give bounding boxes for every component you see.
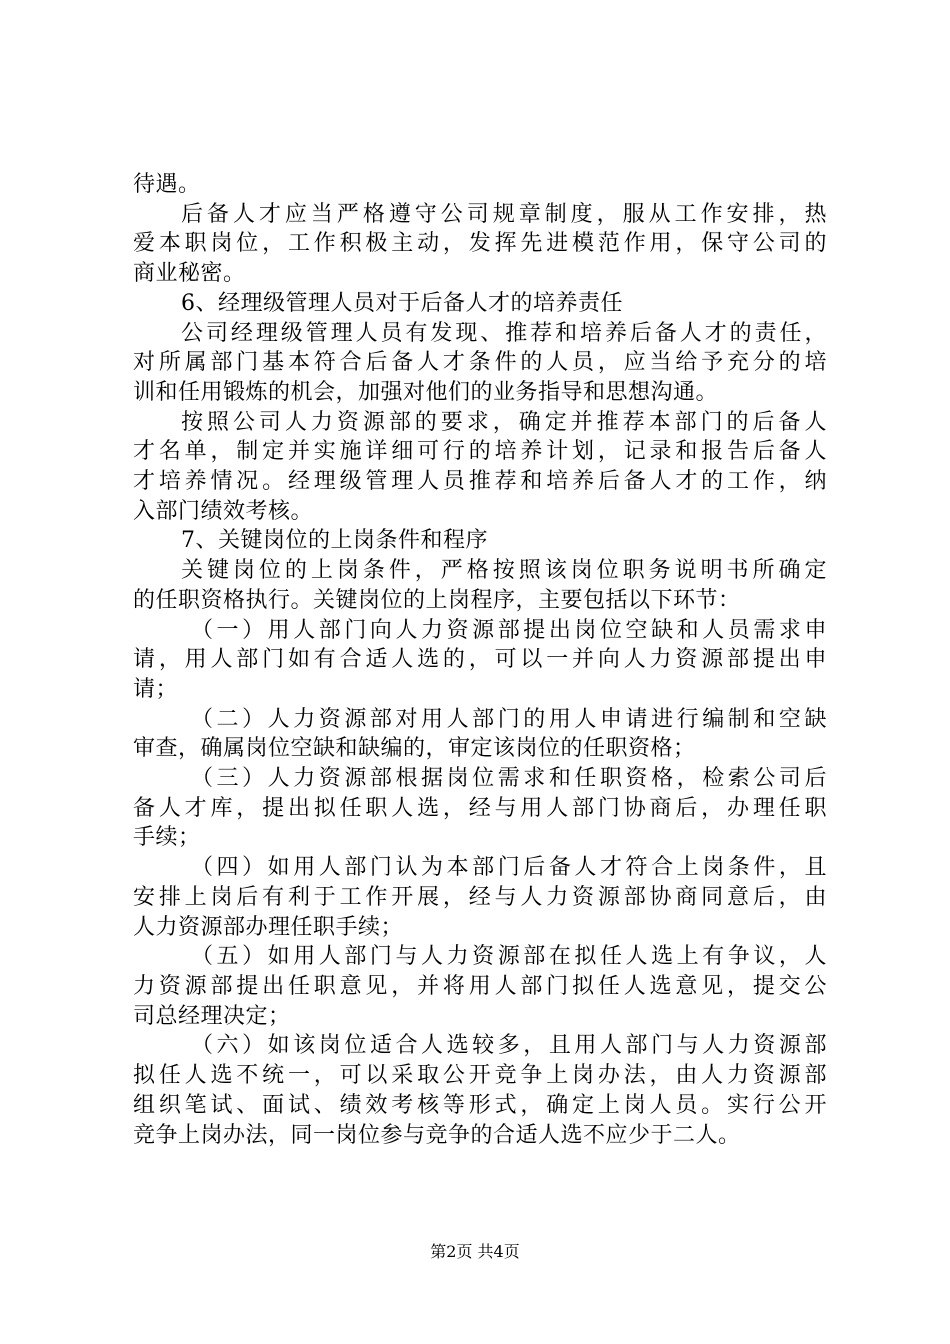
text-line: 力资源部提出任职意见，并将用人部门拟任人选意见，提交公 [133,973,827,999]
text-line: 组织笔试、面试、绩效考核等形式，确定上岗人员。实行公开 [133,1092,827,1118]
section-heading [133,526,827,556]
text-line: 按照公司人力资源部的要求，确定并推荐本部门的后备人 [181,409,827,435]
paragraph [133,1031,827,1150]
paragraph [133,764,827,853]
text-line: 待遇。 [133,172,201,197]
text-line: 公司经理级管理人员有发现、推荐和培养后备人才的责任， [181,320,827,346]
text-line: 请； [133,676,179,702]
text-line: （三）人力资源部根据岗位需求和任职资格，检索公司后 [191,766,827,792]
paragraph [133,942,827,1031]
paragraph [133,319,827,408]
text-line: 手续； [133,825,201,851]
text-line: 的任职资格执行。关键岗位的上岗程序，主要包括以下环节： [133,587,741,613]
text-line: 备人才库，提出拟任职人选，经与用人部门协商后，办理任职 [133,795,827,821]
text-line: 商业秘密。 [133,261,246,287]
text-line: 爱本职岗位，工作积极主动，发挥先进模范作用，保守公司的 [133,231,827,257]
paragraph [133,200,827,289]
text-line: 关键岗位的上岗条件，严格按照该岗位职务说明书所确定 [181,558,827,584]
page-footer: 第2页 共4页 [430,1242,520,1261]
text-line: 对所属部门基本符合后备人才条件的人员，应当给予充分的培 [133,350,827,376]
text-line: 6、经理级管理人员对于后备人才的培养责任 [181,290,623,316]
text-line: 拟任人选不统一，可以采取公开竞争上岗办法，由人力资源部 [133,1063,827,1089]
text-line: 入部门绩效考核。 [133,498,314,524]
document-body [133,170,827,1150]
text-line: 司总经理决定； [133,1003,291,1029]
paragraph [133,616,827,705]
text-line: 后备人才应当严格遵守公司规章制度，服从工作安排，热 [181,201,827,227]
text-line: （六）如该岗位适合人选较多，且用人部门与人力资源部 [191,1033,827,1059]
text-line: 人力资源部办理任职手续； [133,914,404,940]
text-line: （二）人力资源部对用人部门的用人申请进行编制和空缺 [191,706,827,732]
paragraph [133,170,827,200]
text-line: 训和任用锻炼的机会，加强对他们的业务指导和思想沟通。 [133,379,719,405]
paragraph [133,556,827,615]
paragraph [133,408,827,527]
paragraph [133,853,827,942]
text-line: 安排上岗后有利于工作开展，经与人力资源部协商同意后，由 [133,884,827,910]
text-line: 竞争上岗办法，同一岗位参与竞争的合适人选不应少于二人。 [133,1122,741,1148]
text-line: （五）如用人部门与人力资源部在拟任人选上有争议，人 [191,944,827,970]
text-line: 7、关键岗位的上岗条件和程序 [181,528,488,554]
text-line: 才培养情况。经理级管理人员推荐和培养后备人才的工作，纳 [133,469,827,495]
paragraph [133,705,827,764]
text-line: 才名单，制定并实施详细可行的培养计划，记录和报告后备人 [133,439,827,465]
text-line: （四）如用人部门认为本部门后备人才符合上岗条件，且 [191,855,827,881]
text-line: 审查，确属岗位空缺和缺编的，审定该岗位的任职资格； [133,736,696,762]
text-line: 请，用人部门如有合适人选的，可以一并向人力资源部提出申 [133,647,827,673]
section-heading [133,289,827,319]
text-line: （一）用人部门向人力资源部提出岗位空缺和人员需求申 [191,617,827,643]
